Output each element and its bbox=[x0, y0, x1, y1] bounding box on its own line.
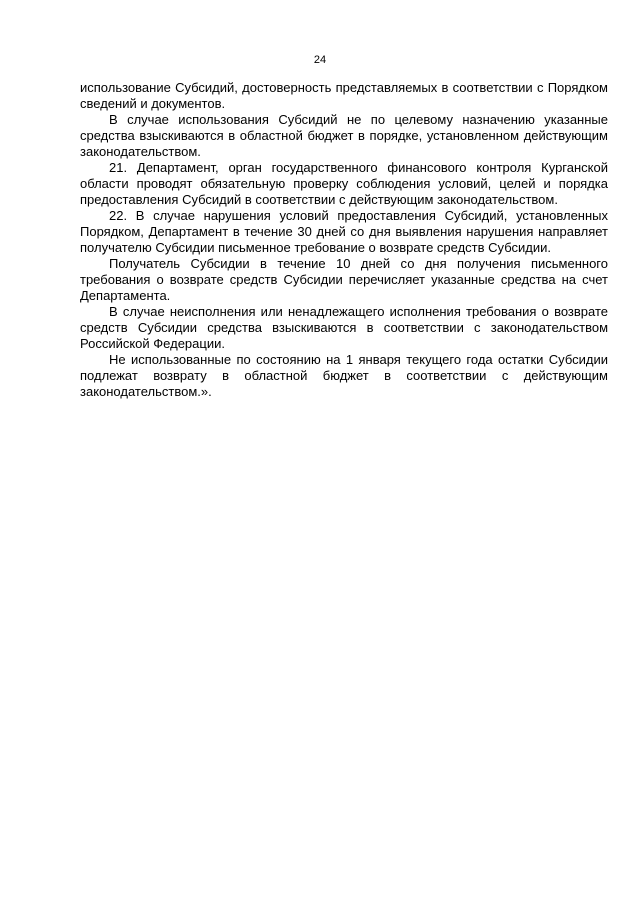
paragraph-non-fulfillment: В случае неисполнения или ненадлежащего исполнения требования о возврате средств Субсидии средства взыскиваются в соответствии с законодательством Российской Федерации. bbox=[80, 304, 608, 351]
paragraph-item-22: 22. В случае нарушения условий предоставления Субсидий, установленных Порядком, Департамент в течение 30 дней со дня выявления нарушения направляет получателю Субсидии письменное требование о возврате средств Субсидии. bbox=[80, 208, 608, 255]
page-number: 24 bbox=[313, 54, 327, 66]
document-body bbox=[80, 80, 608, 400]
paragraph-misuse-recovery: В случае использования Субсидий не по целевому назначению указанные средства взыскиваются в областной бюджет в порядке, установленном действующим законодательством. bbox=[80, 112, 608, 159]
paragraph-continuation: использование Субсидий, достоверность представляемых в соответствии с Порядком сведений и документов. bbox=[80, 80, 608, 111]
paragraph-item-21: 21. Департамент, орган государственного финансового контроля Курганской области проводят обязательную проверку соблюдения условий, целей и порядка предоставления Субсидий в соответствии с действующим законодательством. bbox=[80, 160, 608, 207]
paragraph-unused-remainder: Не использованные по состоянию на 1 января текущего года остатки Субсидии подлежат возврату в областной бюджет в соответствии с действующим законодательством.». bbox=[80, 352, 608, 399]
paragraph-recipient-return: Получатель Субсидии в течение 10 дней со дня получения письменного требования о возврате средств Субсидии перечисляет указанные средства на счет Департамента. bbox=[80, 256, 608, 303]
